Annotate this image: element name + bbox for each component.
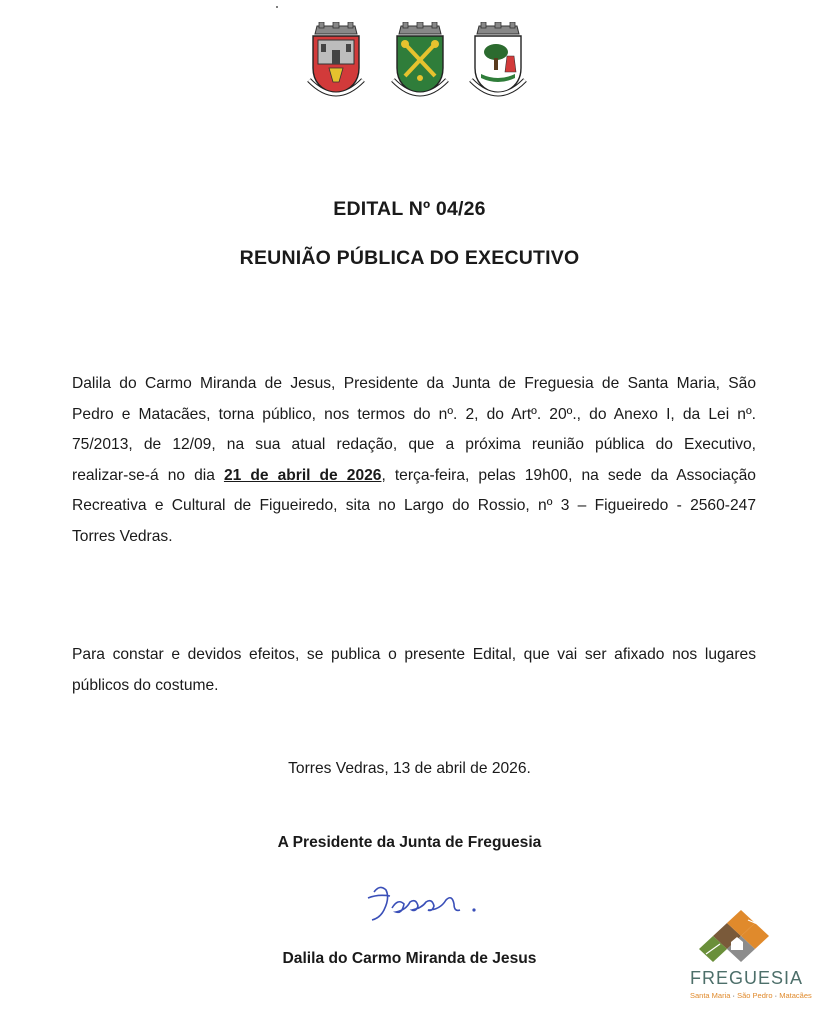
signatory-name: Dalila do Carmo Miranda de Jesus	[282, 950, 537, 967]
handwritten-signature	[362, 880, 492, 928]
logo-sub-sep: ·	[772, 991, 780, 1000]
meeting-text-after: , terça-feira, pelas 19h00, na sede da Associação	[381, 466, 756, 484]
coats-of-arms	[0, 22, 819, 112]
paragraph-line: Para constar e devidos efeitos, se publica o presente Edital, que vai ser afixado nos lugares	[72, 646, 756, 663]
meeting-date: 21 de abril de 2026	[223, 466, 382, 484]
paragraph-line: Torres Vedras.	[72, 527, 173, 545]
paragraph-line-meeting-date	[72, 461, 756, 492]
crest-matacaes	[465, 22, 531, 108]
logo-sub-sao-pedro: São Pedro	[737, 991, 773, 1000]
paragraph-line: Dalila do Carmo Miranda de Jesus, Presidente da Junta de Freguesia de Santa Maria, São	[72, 375, 756, 392]
paragraph-line: 75/2013, de 12/09, na sua atual redação, que a próxima reunião pública do Executivo,	[72, 436, 756, 454]
logo-word: FREGUESIA	[690, 968, 804, 988]
logo-sub-santa-maria: Santa Maria	[690, 991, 731, 1000]
logo-subtitle	[690, 991, 812, 1000]
paragraph-line: públicos do costume.	[72, 676, 219, 694]
logo-sub-sep: ·	[730, 991, 738, 1000]
place-and-date: Torres Vedras, 13 de abril de 2026.	[288, 760, 531, 777]
crest-santa-maria	[303, 22, 369, 108]
logo-sub-matacaes: Matacães	[779, 991, 812, 1000]
crest-sao-pedro	[387, 22, 453, 108]
signatory-role: A Presidente da Junta de Freguesia	[277, 834, 542, 851]
paragraph-line: Pedro e Matacães, torna público, nos termos do nº. 2, do Artº. 20º., do Anexo I, da Lei nº.	[72, 405, 756, 423]
body-paragraph-2	[72, 640, 756, 701]
meeting-text-before: realizar-se-á no dia	[72, 466, 224, 484]
edital-subtitle: REUNIÃO PÚBLICA DO EXECUTIVO	[239, 247, 580, 269]
edital-title: EDITAL Nº 04/26	[333, 198, 486, 220]
scan-dot	[276, 6, 278, 8]
paragraph-line: Recreativa e Cultural de Figueiredo, sita no Largo do Rossio, nº 3 – Figueiredo - 2560-247	[72, 497, 756, 515]
body-paragraph-1	[72, 369, 756, 553]
